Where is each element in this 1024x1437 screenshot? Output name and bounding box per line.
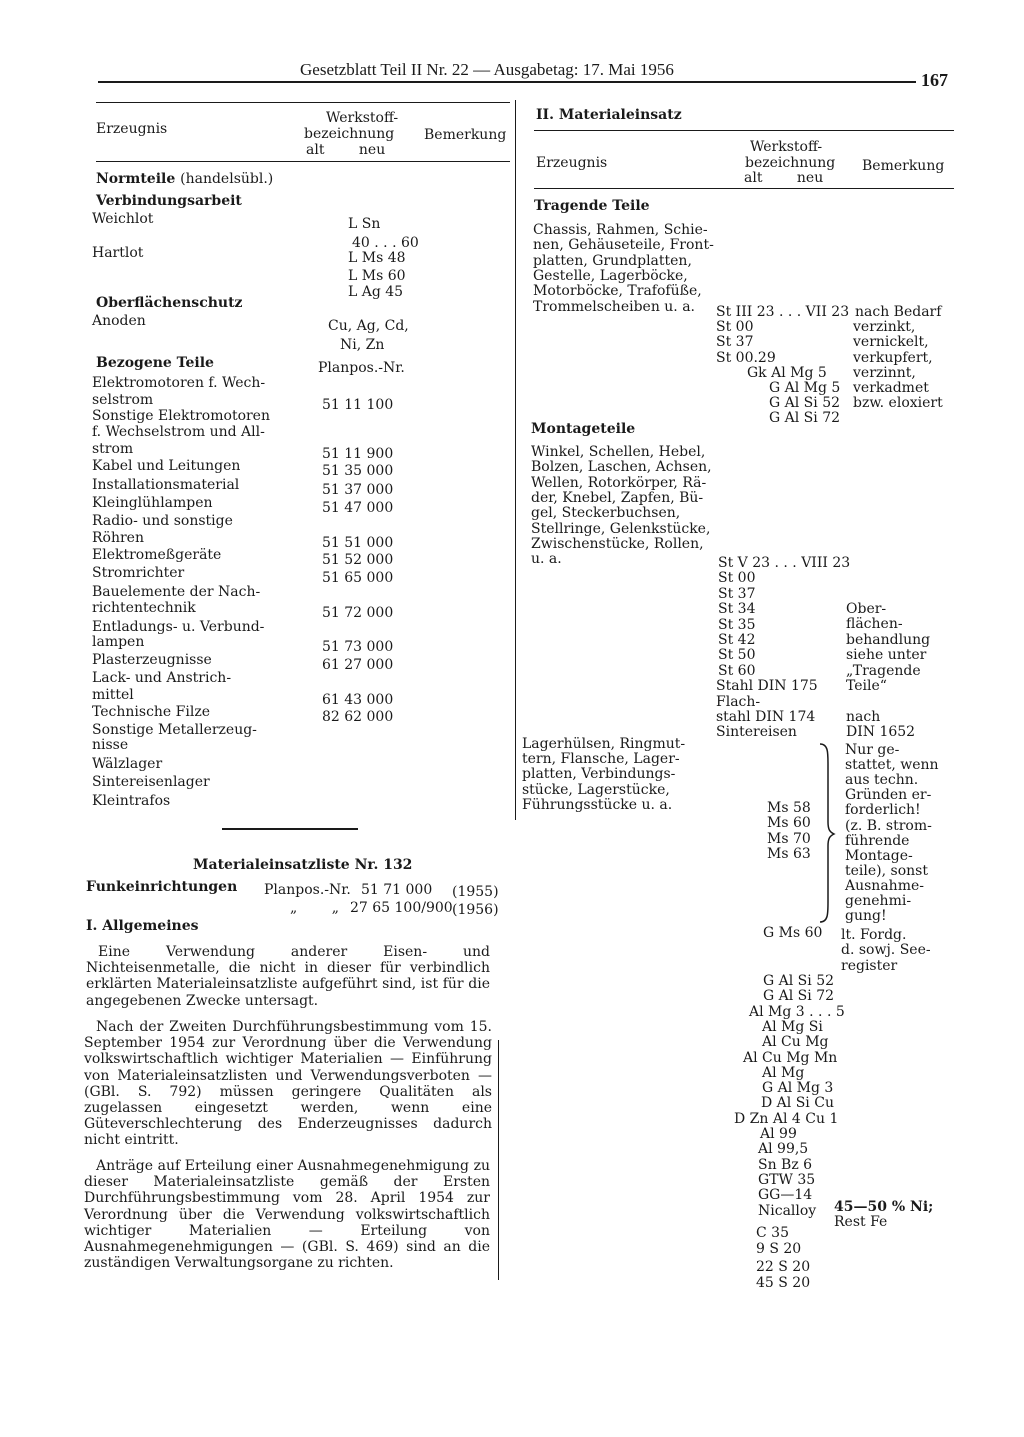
product-name: Technische Filze (92, 704, 210, 720)
remark-line: führende (845, 832, 910, 849)
material-value: St 50 (718, 647, 756, 664)
remark-line: Gründen er- (845, 787, 932, 804)
column-divider-lower (498, 1040, 499, 1280)
remark-line: siehe unter (846, 647, 927, 664)
product-name: Entladungs- u. Verbund- (92, 619, 265, 635)
remark-line: bzw. eloxiert (853, 395, 943, 412)
right-table-header-rule (534, 188, 954, 189)
col-header-remark: Bemerkung (424, 127, 507, 143)
material-value: 51 72 000 (322, 605, 394, 621)
product-name: Weichlot (92, 211, 154, 227)
col-header-material: bezeichnung (304, 126, 395, 142)
nicalloy-remark: Rest Fe (834, 1214, 888, 1230)
material-value: St 34 (718, 601, 756, 618)
material-gms60: G Ms 60 (763, 925, 823, 941)
remark-line: lt. Fordg. (841, 927, 907, 943)
material-value: Al Cu Mg (762, 1034, 829, 1051)
product-name: Stromrichter (92, 565, 185, 581)
material-value: 51 47 000 (322, 500, 394, 516)
category-heading (96, 171, 273, 187)
remark-line: DIN 1652 (846, 724, 916, 741)
planpos-line-1-year: (1955) (452, 884, 499, 900)
product-line: Wellen, Rotorkörper, Rä- (531, 474, 707, 491)
remark-line: stattet, wenn (845, 757, 939, 774)
material-value: St 00 (718, 570, 756, 587)
material-value: GTW 35 (758, 1171, 816, 1188)
product-line: gel, Steckerbuchsen, (531, 505, 681, 522)
product-name: Sintereisenlager (92, 774, 210, 790)
planpos-line-2-prefix: „ „ (290, 900, 339, 916)
remark-line: „Tragende (846, 662, 921, 679)
material-value: Ni, Zn (340, 337, 385, 353)
column-divider (515, 100, 516, 820)
product-line: u. a. (531, 551, 562, 568)
product-line: Zwischenstücke, Rollen, (531, 535, 704, 552)
material-value: stahl DIN 174 (716, 709, 816, 725)
material-value: Cu, Ag, Cd, (328, 318, 409, 334)
product-line: Gestelle, Lagerböcke, (533, 267, 688, 284)
material-value: Al Mg (762, 1064, 805, 1081)
page-header-title: Gesetzblatt Teil II Nr. 22 — Ausgabetag: 17. Mai 1956 (300, 60, 674, 79)
nicalloy-remark: 45—50 % Ni; (834, 1199, 934, 1215)
product-line: Bolzen, Laschen, Achsen, (531, 459, 712, 476)
material-value: L Ag 45 (348, 284, 404, 300)
product-name: Anoden (92, 313, 146, 329)
section-rule (222, 828, 358, 830)
product-name: Röhren (92, 530, 144, 546)
group-heading-montageteile: Montageteile (531, 421, 636, 437)
col-header-material: Werkstoff- (326, 110, 399, 126)
material-value: C 35 (756, 1225, 789, 1241)
right-col-header-material: bezeichnung (745, 155, 836, 171)
product-name: mittel (92, 687, 134, 703)
material-value: 51 73 000 (322, 639, 394, 655)
paragraph-text: Anträge auf Erteilung einer Ausnahmegenehmigung zu dieser Materialeinsatzliste gemäß der Ersten Durchführungsbestimmung vom 28. April 1954 zur Verordnung über die Verwendung volkswirtschaftlich wichtiger Materialien — Erteilung von Ausnahmegenehmigungen — (GBl. S. 469) sind an die zuständigen Verwaltungsorgane zu richten. (84, 1158, 490, 1272)
material-value: G Al Si 52 (763, 973, 835, 989)
material-value: GG—14 (758, 1187, 813, 1204)
product-line: Trommelscheiben u. a. (533, 298, 696, 315)
remark-line: vernickelt, (853, 334, 929, 351)
material-value: 82 62 000 (322, 709, 394, 725)
material-value: G Al Si 72 (763, 988, 835, 1005)
product-name: Installationsmaterial (92, 477, 240, 493)
planpos-line-1-prefix: Planpos.-Nr. (264, 882, 351, 898)
planpos-line-2-number: 27 65 100/900 (350, 900, 453, 916)
col-header-material: alt neu (306, 142, 386, 158)
product-line: tern, Flansche, Lager- (522, 751, 680, 768)
material-value: St 37 (718, 585, 756, 602)
right-col-header-product: Erzeugnis (536, 155, 608, 171)
material-value: L Sn (348, 216, 381, 232)
group-heading-tragende-teile: Tragende Teile (534, 198, 650, 214)
product-name: lampen (92, 634, 145, 650)
material-value: 51 11 900 (322, 446, 394, 462)
product-name: Sonstige Elektromotoren (92, 408, 270, 424)
remark-line: Teile“ (846, 678, 887, 694)
product-line: Motorböcke, Trafofüße, (533, 283, 702, 300)
right-col-header-material: alt neu (744, 170, 824, 186)
material-value: St 37 (716, 334, 754, 351)
remark-line: Nur ge- (845, 742, 900, 758)
material-value: 40 . . . 60 (352, 235, 419, 251)
product-name: Elektromeßgeräte (92, 547, 222, 563)
material-value: 61 27 000 (322, 657, 394, 673)
col-header-product: Erzeugnis (96, 121, 168, 137)
product-line: Winkel, Schellen, Hebel, (531, 444, 706, 460)
product-name: strom (92, 441, 134, 457)
material-value: Gk Al Mg 5 (747, 364, 827, 381)
material-value: 45 S 20 (756, 1275, 811, 1291)
remark-line: register (841, 957, 898, 974)
category-heading-word: Normteile (96, 171, 181, 187)
remark-line: nach Bedarf (855, 304, 942, 320)
product-line: Lagerhülsen, Ringmut- (522, 736, 686, 752)
right-col-header-material: Werkstoff- (750, 139, 823, 155)
material-value: 51 11 100 (322, 397, 394, 413)
table-header-rule (96, 161, 510, 162)
category-heading-note: (handelsübl.) (180, 171, 274, 187)
material-value: L Ms 60 (348, 268, 406, 284)
product-name: Sonstige Metallerzeug- (92, 722, 257, 738)
remark-line: d. sowj. See- (841, 942, 931, 959)
material-value: G Al Mg 5 (769, 380, 841, 396)
table-top-rule (96, 102, 510, 103)
material-value: Al 99,5 (758, 1141, 809, 1158)
paragraph-text: Nach der Zweiten Durchführungsbestimmung vom 15. September 1954 zur Verordnung über die Verwendung volkswirtschaftlich wichtiger Materialien — Einführung von Materialeinsatzlisten und Verwendungsverboten — (GBl. S. 792) müssen geringere Qualitäten als zugelassen eingesetzt werden, wenn eine Güteverschlechterung des Enderzeugnisses dadurch nicht eintritt. (84, 1019, 492, 1149)
remark-line: verzinnt, (853, 364, 916, 381)
product-name: Radio- und sonstige (92, 513, 233, 529)
material-value: Ms 63 (767, 845, 811, 862)
material-value: Flach- (716, 693, 761, 710)
section-heading-allgemeines: I. Allgemeines (86, 918, 199, 934)
paragraph (84, 1158, 490, 1271)
remark-line: flächen- (846, 616, 903, 633)
material-value: G Al Si 52 (769, 395, 841, 412)
material-value: 51 35 000 (322, 463, 394, 479)
paragraph (84, 1019, 492, 1149)
product-name: Plasterzeugnisse (92, 652, 212, 668)
material-value: Al Mg 3 . . . 5 (749, 1003, 845, 1020)
page-number: 167 (921, 70, 948, 90)
remark-line: genehmi- (845, 893, 912, 909)
material-value: Ms 58 (767, 800, 811, 816)
paragraph-text: Eine Verwendung anderer Eisen- und Nichteisenmetalle, die nicht in dieser für verbindlich erklärten Materialeinsatzliste aufgeführt sind, ist für die angegebenen Zwecke untersagt. (86, 944, 490, 1009)
product-name: Kabel und Leitungen (92, 458, 241, 474)
material-value: St 42 (718, 632, 756, 648)
remark-line: verkupfert, (853, 349, 933, 366)
material-value: L Ms 48 (348, 250, 406, 266)
material-value: St 00.29 (716, 349, 776, 366)
curly-bracket (816, 742, 836, 924)
material-value: St III 23 . . . VII 23 (716, 304, 850, 320)
product-name: Kleintrafos (92, 793, 171, 809)
category-heading: Oberflächenschutz (96, 295, 243, 311)
remark-line: nach (846, 708, 881, 725)
section-heading-materialeinsatz: II. Materialeinsatz (536, 107, 682, 123)
right-col-header-remark: Bemerkung (862, 158, 945, 174)
remark-line: Montage- (845, 847, 913, 864)
remark-line: teile), sonst (845, 862, 928, 879)
product-name: Elektromotoren f. Wech- (92, 375, 266, 391)
material-value: D Zn Al 4 Cu 1 (734, 1110, 839, 1127)
product-line: Stellringe, Gelenkstücke, (531, 520, 711, 537)
remark-line: forderlich! (845, 802, 921, 819)
product-line: nen, Gehäuseteile, Front- (533, 237, 714, 254)
product-name: selstrom (92, 392, 154, 408)
material-value: 61 43 000 (322, 692, 394, 708)
product-name: Kleinglühlampen (92, 495, 213, 511)
paragraph (86, 944, 490, 1009)
material-value: Stahl DIN 175 (716, 678, 818, 695)
material-value: 51 65 000 (322, 570, 394, 586)
material-value: G Al Si 72 (769, 410, 841, 427)
material-value: 51 51 000 (322, 535, 394, 551)
remark-line: verzinkt, (853, 319, 916, 336)
list132-label: Funkeinrichtungen (86, 879, 238, 895)
material-value: 22 S 20 (756, 1259, 811, 1275)
product-name: Wälzlager (92, 756, 163, 772)
remark-line: Ausnahme- (845, 877, 924, 894)
product-line: Chassis, Rahmen, Schie- (533, 222, 708, 238)
list132-title: Materialeinsatzliste Nr. 132 (193, 857, 413, 873)
material-value: St 00 (716, 319, 754, 336)
material-value: St 35 (718, 616, 756, 633)
material-value: Al Cu Mg Mn (743, 1049, 838, 1066)
material-value: D Al Si Cu (761, 1095, 834, 1112)
material-value: G Al Mg 3 (762, 1080, 834, 1097)
material-value: Nicalloy (758, 1202, 817, 1219)
product-name: nisse (92, 737, 129, 753)
product-line: stücke, Lagerstücke, (522, 781, 670, 798)
right-table-top-rule (534, 130, 954, 131)
product-name: richtentechnik (92, 600, 196, 616)
category-heading: Bezogene Teile (96, 355, 214, 371)
product-line: platten, Verbindungs- (522, 766, 676, 783)
remark-line: aus techn. (845, 772, 919, 789)
material-value: Sintereisen (716, 724, 797, 741)
material-value: St V 23 . . . VIII 23 (718, 555, 851, 571)
product-line: der, Knebel, Zapfen, Bü- (531, 489, 704, 506)
material-value: 51 52 000 (322, 552, 394, 568)
planpos-line-1-number: 51 71 000 (361, 882, 433, 898)
material-value: 51 37 000 (322, 482, 394, 498)
material-value: Planpos.-Nr. (318, 360, 405, 376)
material-value: 9 S 20 (756, 1241, 802, 1257)
remark-line: Ober- (846, 601, 887, 617)
product-line: Führungsstücke u. a. (522, 796, 673, 813)
planpos-line-2-year: (1956) (452, 902, 499, 918)
remark-line: behandlung (846, 631, 931, 648)
material-value: Sn Bz 6 (758, 1156, 813, 1173)
product-name: Lack- und Anstrich- (92, 670, 232, 686)
remark-line: (z. B. strom- (845, 817, 932, 834)
header-rule (98, 81, 916, 83)
material-value: St 60 (718, 662, 756, 679)
material-value: Ms 60 (767, 815, 811, 832)
material-value: Al 99 (760, 1126, 797, 1142)
material-value: Al Mg Si (762, 1018, 823, 1035)
material-value: Ms 70 (767, 830, 811, 847)
product-name: f. Wechselstrom und All- (92, 424, 265, 440)
remark-line: gung! (845, 908, 887, 925)
category-heading: Verbindungsarbeit (96, 193, 242, 209)
product-name: Hartlot (92, 245, 144, 261)
product-name: Bauelemente der Nach- (92, 584, 261, 600)
remark-line: verkadmet (853, 380, 929, 396)
product-line: platten, Grundplatten, (533, 252, 692, 269)
